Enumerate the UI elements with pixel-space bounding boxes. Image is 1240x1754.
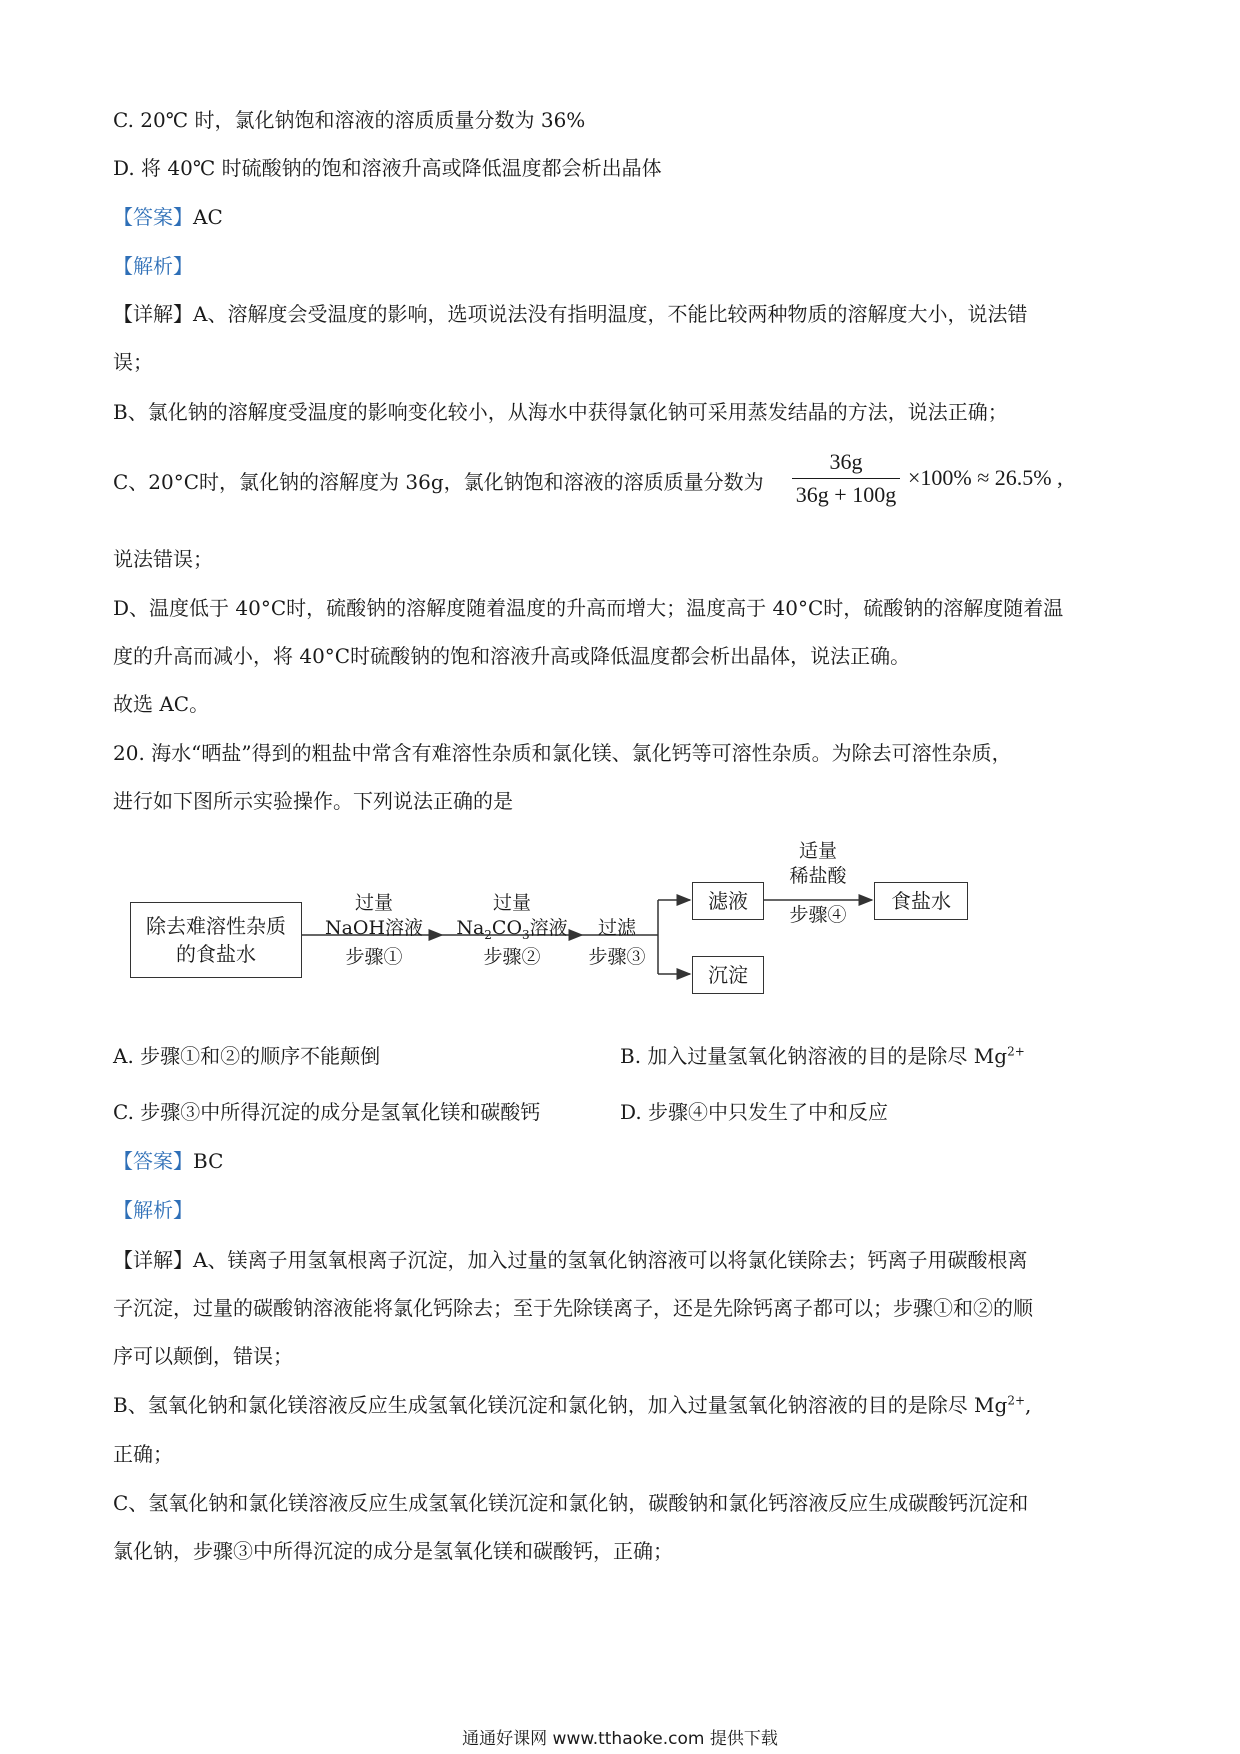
fraction-result: ×100% ≈ 26.5% , [908, 465, 1063, 490]
detail-tag: 【详解】 [113, 302, 193, 326]
final-box: 食盐水 [874, 882, 968, 920]
detail-1-b: B、氯化钠的溶解度受温度的影响变化较小，从海水中获得氯化钠可采用蒸发结晶的方法，说法正确； [113, 400, 1008, 424]
detail-2-c-2: 氯化钠，步骤③中所得沉淀的成分是氢氧化镁和碳酸钙，正确； [113, 1539, 673, 1563]
option-c-prev: C. 20℃ 时，氯化钠饱和溶液的溶质质量分数为 36% [113, 108, 586, 132]
precipitate-box: 沉淀 [692, 956, 764, 994]
detail-2-b-1 [113, 1391, 1031, 1419]
detail-tag: 【详解】 [113, 1248, 193, 1272]
fraction-numerator: 36g [829, 449, 863, 474]
detail-1-c-2: 说法错误； [113, 547, 213, 571]
detail-2-b-2: 正确； [113, 1442, 173, 1466]
arrow1-step: 步骤① [345, 946, 403, 968]
detail-2-a-3: 序可以颠倒，错误； [113, 1344, 293, 1368]
arrow3-top-label: 过滤 [597, 917, 636, 939]
arrow3-step: 步骤③ [588, 946, 646, 968]
detail-1-a-2: 误； [113, 350, 153, 374]
analysis-tag-2: 【解析】 [113, 1198, 193, 1222]
option-d: D. 步骤④中只发生了中和反应 [620, 1100, 889, 1124]
arrow2-top-label: 过量 [492, 892, 531, 914]
reagent-sub: 3 [522, 927, 530, 942]
question-20-line-2: 进行如下图所示实验操作。下列说法正确的是 [113, 789, 513, 813]
start-box [130, 902, 302, 978]
answer-value: AC [193, 205, 223, 229]
page-footer: 通通好课网 www.tthaoke.com 提供下载 [462, 1729, 778, 1749]
fraction-bar [792, 478, 900, 479]
fraction-denominator: 36g + 100g [795, 482, 897, 507]
detail-1-d-1: D、温度低于 40°C时，硫酸钠的溶解度随着温度的升高而增大；温度高于 40°C时，硫酸钠的溶解度随着温 [113, 596, 1064, 620]
detail-2-c-1: C、氢氧化钠和氯化镁溶液反应生成氢氧化镁沉淀和氯化钠，碳酸钠和氯化钙溶液反应生成碳酸钙沉淀和 [113, 1491, 1029, 1515]
mass-fraction [792, 448, 900, 509]
detail-2-b-sup: 2+ [1007, 1393, 1026, 1408]
option-c: C. 步骤③中所得沉淀的成分是氢氧化镁和碳酸钙 [113, 1100, 541, 1124]
arrow1-top-label: 过量 [354, 892, 393, 914]
detail-text: A、镁离子用氢氧根离子沉淀，加入过量的氢氧化钠溶液可以将氯化镁除去；钙离子用碳酸根离 [193, 1248, 1028, 1272]
answer-2 [113, 1147, 223, 1175]
answer-value: BC [193, 1149, 224, 1173]
filtrate-box: 滤液 [692, 882, 764, 920]
reagent-part: 溶液 [529, 917, 568, 939]
arrow2-reagent [444, 915, 580, 948]
analysis-tag-1: 【解析】 [113, 254, 193, 278]
detail-1-c-1: C、20°C时，氯化钠的溶解度为 36g，氯化钠饱和溶液的溶质质量分数为 [113, 470, 764, 494]
option-b-sup: 2+ [1007, 1044, 1025, 1059]
conclusion-1: 故选 AC。 [113, 692, 210, 716]
detail-2-a-2: 子沉淀，过量的碳酸钠溶液能将氯化钙除去；至于先除镁离子，还是先除钙离子都可以；步骤①和②的顺 [113, 1296, 1033, 1320]
arrow4-reagent: 稀盐酸 [789, 865, 847, 887]
reagent-part: CO [491, 917, 523, 939]
reagent-part: Na [456, 917, 485, 939]
reagent-sub: 2 [484, 927, 492, 942]
arrow4-top-label: 适量 [798, 840, 837, 862]
option-b-text: B. 加入过量氢氧化钠溶液的目的是除尽 Mg [620, 1044, 1008, 1068]
detail-1-d-2: 度的升高而减小，将 40°C时硫酸钠的饱和溶液升高或降低温度都会析出晶体，说法正确。 [113, 644, 911, 668]
detail-2-a-1 [113, 1246, 1027, 1274]
answer-tag: 【答案】 [113, 205, 193, 229]
option-a: A. 步骤①和②的顺序不能颠倒 [113, 1044, 381, 1068]
detail-2-b-end: , [1025, 1393, 1032, 1417]
arrow4-step: 步骤④ [789, 904, 847, 926]
arrow1-reagent: NaOH溶液 [324, 917, 424, 939]
start-box-line-1: 除去难溶性杂质 [146, 914, 286, 938]
question-20-line-1: 20. 海水“晒盐”得到的粗盐中常含有难溶性杂质和氯化镁、氯化钙等可溶性杂质。为除去可溶性杂质， [113, 741, 1012, 765]
detail-text: A、溶解度会受温度的影响，选项说法没有指明温度，不能比较两种物质的溶解度大小，说法错 [193, 302, 1028, 326]
detail-2-b-text: B、氢氧化钠和氯化镁溶液反应生成氢氧化镁沉淀和氯化钠，加入过量氢氧化钠溶液的目的是除尽 Mg [113, 1393, 1008, 1417]
arrow2-step: 步骤② [483, 946, 541, 968]
option-b [620, 1042, 1025, 1070]
detail-1-a-1 [113, 300, 1027, 328]
answer-tag: 【答案】 [113, 1149, 193, 1173]
answer-1 [113, 203, 223, 231]
start-box-line-2: 的食盐水 [176, 942, 256, 966]
option-d-prev: D. 将 40℃ 时硫酸钠的饱和溶液升高或降低温度都会析出晶体 [113, 156, 662, 180]
